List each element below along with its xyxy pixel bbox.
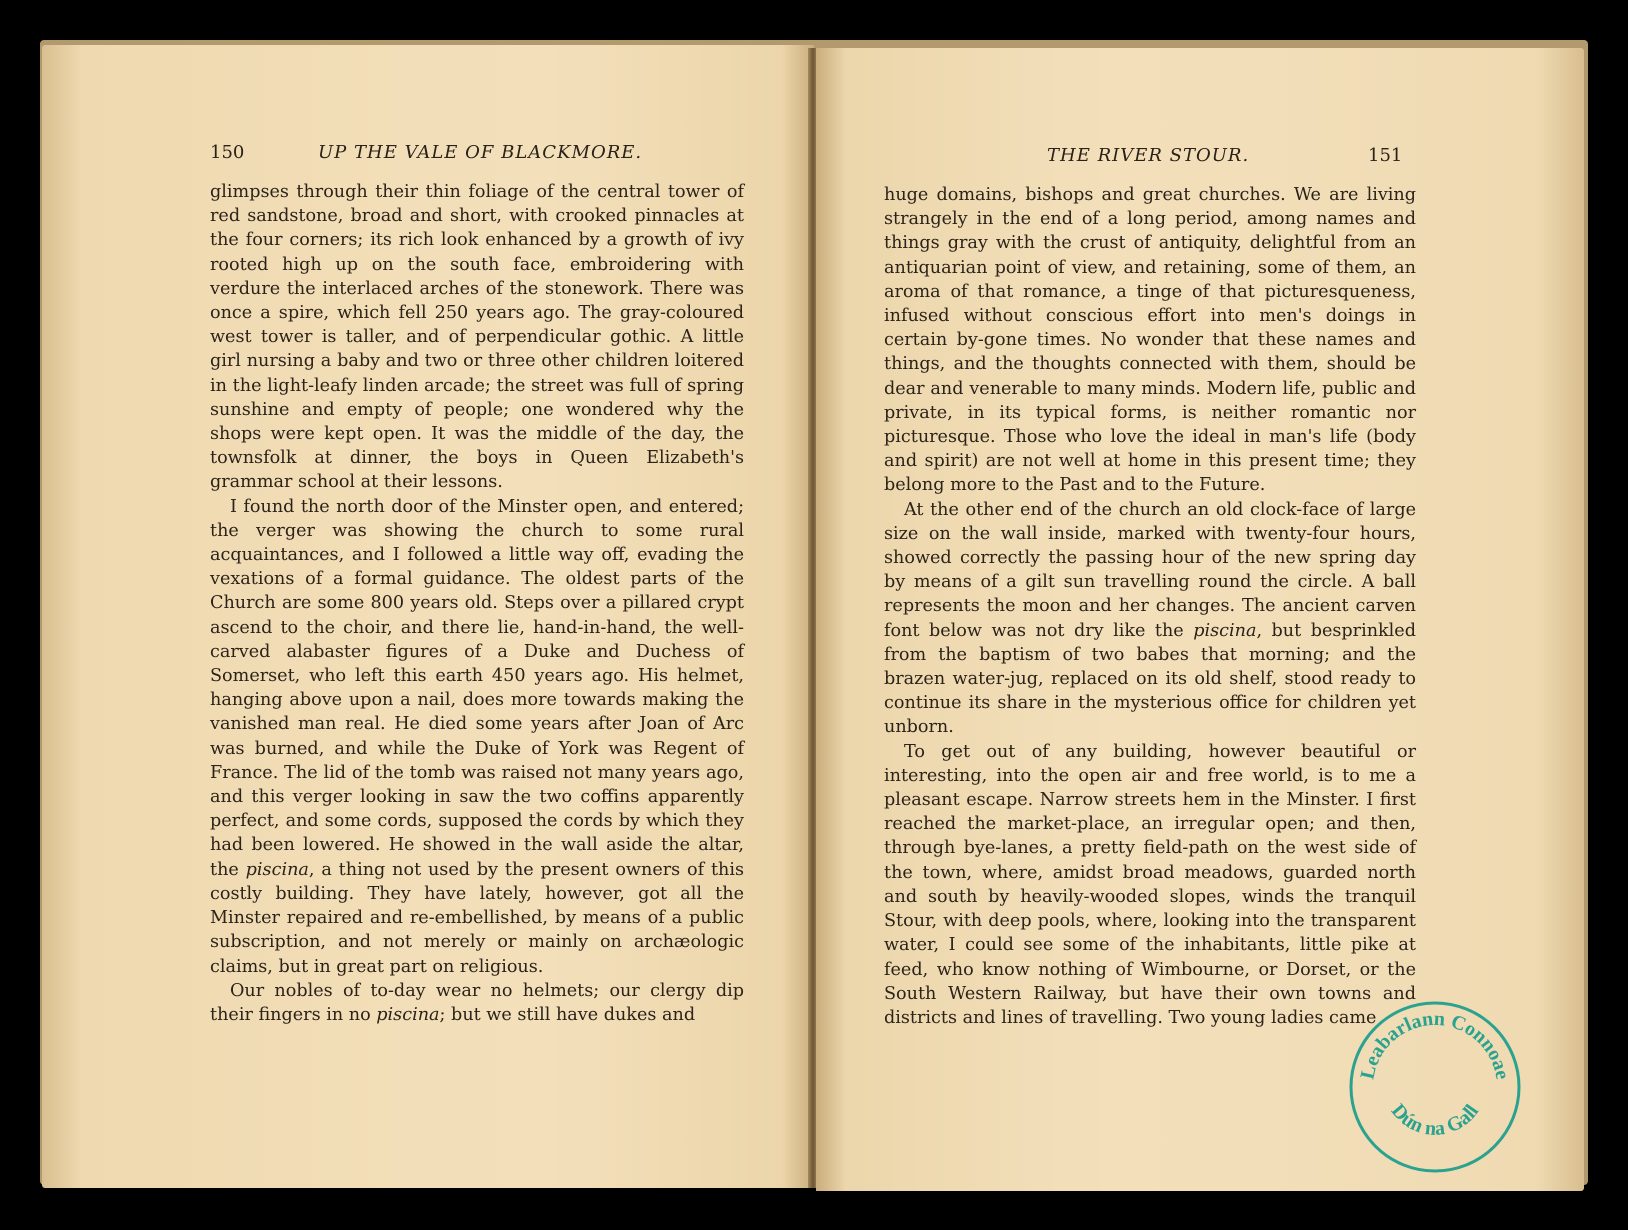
paragraph: huge domains, bishops and great churches. We are living strangely in the end of a long period, among names and things gray with the crust of antiquity, delightful from an antiquarian point of view, and retaining, some of them, an aroma of that romance, a tinge of that picturesqueness, infused without conscious effort into men's doings in certain by-gone times. No wonder that these names and things, and the thoughts connected with them, should be dear and venerable to many minds. Modern life, public and private, in its typical forms, is neither romantic nor picturesque. Those who love the ideal in man's life (body and spirit) are not well at home in this present time; they belong more to the Past and to the Future. [884,185,1416,496]
paragraph [884,498,1416,740]
stamp-bottom-text: Dún na Gall [1386,1099,1484,1140]
paragraph-text: ; but we still have dukes and [439,1004,696,1025]
paragraph: glimpses through their thin foliage of the central tower of red sandstone, broad and short, with crooked pinnacles at the four corners; its rich look enhanced by a growth of ivy rooted high up on the south face, embroidering with verdure the interlaced arches of the stonework. There was once a spire, which fell 250 years ago. The gray-coloured west tower is taller, and of perpendicular gothic. A little girl nursing a baby and two or three other children loitered in the light-leafy linden arcade; the street was full of spring sunshine and empty of people; one wondered why the shops were kept open. It was the middle of the day, the townsfolk at dinner, the boys in Queen Elizabeth's grammar school at their lessons. [210,182,744,493]
paragraph-text: At the other end of the church an old clock-face of large size on the wall inside, marked with twenty-four hours, showed correctly the passing hour of the new spring day by means of a gilt sun travelling round the circle. A ball represents the moon and her changes. The ancient carven font below was not dry like the [884,499,1416,641]
paragraph-text: Our nobles of to-day wear no helmets; our clergy dip their fingers in no [210,980,744,1025]
left-page [42,45,814,1188]
paragraph: To get out of any building, however beautiful or interesting, into the open air and free world, is to me a pleasant escape. Narrow streets hem in the Minster. I first reached the market-place, an irregular open; and then, through bye-lanes, a pretty field-path on the west side of the town, where, amidst broad meadows, guarded north and south by heavily-wooded slopes, winds the tranquil Stour, with deep pools, where, looking into the transparent water, I could see some of the inhabitants, little pike at feed, who know nothing of Wimbourne, or Dorset, or the South Western Railway, but have their own towns and districts and lines of travelling. Two young ladies came [884,741,1416,1028]
italic-term: piscina [1193,620,1257,641]
left-page-number: 150 [210,142,245,163]
paragraph [210,495,744,979]
right-running-head: THE RIVER STOUR. [1047,145,1250,166]
left-running-head: UP THE VALE OF BLACKMORE. [318,142,643,163]
italic-term: piscina [376,1004,440,1025]
paragraph-text: , but besprinkled from the baptism of two babes that morning; and the brazen water-jug, replaced on its old shelf, stood ready to continue its share in the mysterious office for children yet unborn. [884,620,1416,738]
right-page-text [884,183,1416,1030]
paragraph [210,979,744,1027]
right-page-number: 151 [1368,145,1403,166]
stamp-top-text: Leabarlann Connoae [1356,1007,1514,1082]
left-page-text [210,180,744,1027]
paragraph-text: I found the north door of the Minster open, and entered; the verger was showing the church to some rural acquaintances, and I followed a little way off, evading the vexations of a formal guidance. The oldest parts of the Church are some 800 years old. Steps over a pillared crypt ascend to the choir, and there lie, hand-in-hand, the well-carved alabaster figures of a Duke and Duchess of Somerset, who left this earth 450 years ago. His helmet, hanging above upon a nail, does more towards making the vanished man real. He died some years after Joan of Arc was burned, and while the Duke of York was Regent of France. The lid of the tomb was raised not many years ago, and this verger looking in saw the two coffins apparently perfect, and some cords, supposed the cords by which they had been lowered. He showed in the wall aside the altar, the [210,496,744,880]
italic-term: piscina [245,859,309,880]
paragraph-text: , a thing not used by the present owners of this costly building. They have lately, however, got all the Minster repaired and re-embellished, by means of a public subscription, and not merely or mainly on archæologic claims, but in great part on religious. [210,859,745,977]
library-stamp [1345,997,1525,1177]
